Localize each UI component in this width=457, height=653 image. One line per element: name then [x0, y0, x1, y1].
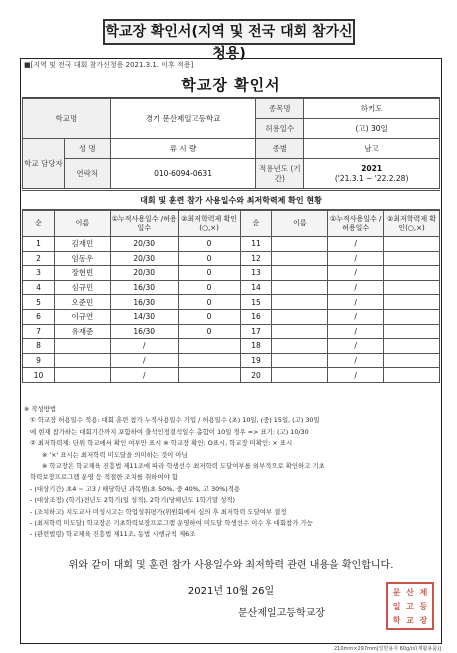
gender-value: 남고	[304, 139, 440, 159]
athlete-name: 김재민	[54, 237, 110, 252]
athlete-name	[272, 353, 328, 368]
row-num: 5	[23, 295, 55, 310]
seal-char: 고	[406, 602, 414, 611]
academic-check	[178, 353, 240, 368]
event-label: 종목명	[256, 99, 304, 119]
principal-signature: 문산제일고등학교장	[238, 608, 325, 619]
academic-check	[384, 368, 440, 383]
days-used: /	[328, 353, 384, 368]
row-num: 10	[23, 368, 55, 383]
academic-check: 0	[178, 237, 240, 252]
academic-check: 0	[178, 280, 240, 295]
school-info-table	[22, 98, 440, 189]
note-line: 학력보장프로그램 운영 등 적절한 조치를 취하여야 함	[30, 473, 179, 482]
row-num: 2	[23, 251, 55, 266]
academic-check: 0	[178, 295, 240, 310]
row-num: 1	[23, 237, 55, 252]
year-cell	[304, 159, 440, 189]
days-used: /	[328, 339, 384, 354]
academic-check	[384, 324, 440, 339]
note-line: 에 현재 참가하는 대회기간까지 포함하여 출석인정결석일수 총합이 10일 경우 => 표기: (고) 10/30	[30, 427, 309, 436]
days-used: /	[110, 368, 178, 383]
days-used: /	[328, 368, 384, 383]
note-line: - (대상조정) (학기)전년도 2학기(일 성적), 2학기(당해년도 1학기말 성적)	[30, 496, 236, 505]
period-value: ('21.3.1 ~ '22.2.28)	[334, 173, 409, 183]
days-used: /	[328, 251, 384, 266]
days-used: 16/30	[110, 280, 178, 295]
days-value: (고) 30일	[304, 119, 440, 139]
athlete-name	[272, 251, 328, 266]
academic-check	[384, 353, 440, 368]
table-row	[23, 280, 440, 295]
days-used: /	[328, 295, 384, 310]
days-used: /	[328, 266, 384, 281]
table-row	[23, 266, 440, 281]
header-academic: ②최저학력제 확인(○,×)	[178, 211, 240, 237]
days-used: /	[328, 280, 384, 295]
header-days: ①누적사용일수 /허용일수	[110, 211, 178, 237]
athlete-name: 유재준	[54, 324, 110, 339]
athlete-name	[54, 339, 110, 354]
instructions	[24, 404, 438, 541]
seal-char: 문	[392, 588, 401, 597]
header-num: 순	[23, 211, 55, 237]
athlete-grid	[22, 210, 440, 383]
row-num: 7	[23, 324, 55, 339]
academic-check	[384, 339, 440, 354]
academic-check	[384, 266, 440, 281]
row-num: 6	[23, 309, 55, 324]
contact-value: 010-6094-0631	[110, 159, 256, 189]
event-value: 하키도	[304, 99, 440, 119]
athlete-name	[272, 339, 328, 354]
table-row	[23, 353, 440, 368]
header-num: 순	[240, 211, 272, 237]
row-num: 3	[23, 266, 55, 281]
athlete-name: 오준민	[54, 295, 110, 310]
gender-label: 종별	[256, 139, 304, 159]
row-num: 13	[240, 266, 272, 281]
days-used: 14/30	[110, 309, 178, 324]
days-used: 16/30	[110, 295, 178, 310]
seal-char: 교	[406, 616, 414, 625]
seal-char: 산	[406, 588, 414, 597]
athlete-name	[54, 368, 110, 383]
name-label: 성 명	[64, 139, 110, 159]
days-used: /	[328, 237, 384, 252]
table-row	[23, 324, 440, 339]
school-seal	[386, 582, 434, 630]
note-line: ※ 학교장은 학교체육 진흥법 제11조에 따라 학생선수 최저학력 도달여부를 외부적으로 확인하고 기초	[42, 462, 325, 471]
note-line: ① 학교장 허용일수 적용: 대회 훈련 참가 누적사용일수 기입 / 허용일수 (초) 10일, (중) 15일, (고) 30일	[30, 416, 320, 425]
note-line: - (대상기간) 초4 ~ 고3 / 해당학년 과목별(초 50%, 중 40%, 고 30%)적용	[30, 484, 241, 493]
athlete-name	[272, 309, 328, 324]
athlete-name	[272, 280, 328, 295]
table-row	[23, 237, 440, 252]
row-num: 4	[23, 280, 55, 295]
academic-check	[384, 295, 440, 310]
note-line: ② 최저학력제: 단위 학교에서 확인 여부만 표시 ※ 학교장 확인: O표시, 학교장 미확인: × 표시	[30, 439, 293, 448]
days-used: /	[110, 339, 178, 354]
row-num: 11	[240, 237, 272, 252]
academic-check	[384, 280, 440, 295]
table-row	[23, 339, 440, 354]
year-value: 2021	[361, 163, 383, 173]
row-num: 16	[240, 309, 272, 324]
academic-check	[384, 251, 440, 266]
athlete-name: 임동우	[54, 251, 110, 266]
academic-check: 0	[178, 266, 240, 281]
days-used: 20/30	[110, 266, 178, 281]
athlete-name	[272, 266, 328, 281]
school-label: 학교명	[23, 99, 111, 139]
row-num: 19	[240, 353, 272, 368]
header-academic: ②최저학력제 확인(○,×)	[384, 211, 440, 237]
school-value: 경기 문산제일고등학교	[110, 99, 256, 139]
athlete-name	[272, 324, 328, 339]
days-used: 20/30	[110, 251, 178, 266]
manager-label: 학교 담당자	[23, 139, 65, 189]
days-label: 허용일수	[256, 119, 304, 139]
note-line: - (관련법령) 학교체육 진흥법 제11조, 동법 시행규칙 제6조	[30, 530, 196, 539]
seal-char: 학	[392, 616, 401, 625]
applicable-note: ■[지역 및 전국 대회 참가신청용 2021.3.1. 이후 적용]	[24, 61, 194, 69]
seal-char: 장	[419, 616, 428, 625]
seal-char: 제	[419, 588, 428, 597]
seal-char: 일	[392, 602, 401, 611]
paper-spec: 210mm×297mm[일반용지 60g/㎡(재활용품)]	[333, 646, 441, 652]
athlete-name: 심규민	[54, 280, 110, 295]
row-num: 9	[23, 353, 55, 368]
athlete-name: 이규연	[54, 309, 110, 324]
confirmation-text: 위와 같이 대회 및 훈련 참가 사용일수와 최저학력 관련 내용을 확인합니다.	[68, 560, 394, 571]
academic-check: 0	[178, 251, 240, 266]
academic-check	[384, 309, 440, 324]
row-num: 12	[240, 251, 272, 266]
row-num: 14	[240, 280, 272, 295]
days-used: 16/30	[110, 324, 178, 339]
contact-label: 연락처	[64, 159, 110, 189]
athlete-name: 장현빈	[54, 266, 110, 281]
note-line: - (조치하고) 지도교사 미성시고는 학업성취평가(위원회에서 심의 후 최저학력 도달여부 결정	[30, 507, 287, 516]
note-line: ※ '×' 표시는 최저학력 미도달을 의미하는 것이 아님	[42, 450, 188, 459]
row-num: 20	[240, 368, 272, 383]
row-num: 18	[240, 339, 272, 354]
days-used: /	[328, 309, 384, 324]
academic-check: 0	[178, 324, 240, 339]
athlete-name	[272, 295, 328, 310]
name-value: 류 시 량	[110, 139, 256, 159]
athlete-name	[272, 368, 328, 383]
row-num: 8	[23, 339, 55, 354]
header-name: 이름	[54, 211, 110, 237]
header-name: 이름	[272, 211, 328, 237]
row-num: 17	[240, 324, 272, 339]
header-days: ①누적사용일수 /허용일수	[328, 211, 384, 237]
academic-check: 0	[178, 309, 240, 324]
note-line: - (최저학력 미도달) 학교장은 기초학력보장프로그램 운영하여 미도달 학생선수 이수 후 대회참가 가능	[30, 519, 313, 528]
athlete-name	[272, 237, 328, 252]
days-used: /	[110, 353, 178, 368]
note-line: ※ 작성방법	[24, 405, 57, 413]
academic-check	[178, 339, 240, 354]
academic-check	[384, 237, 440, 252]
days-used: /	[328, 324, 384, 339]
row-num: 15	[240, 295, 272, 310]
athlete-name	[54, 353, 110, 368]
year-label: 적용년도 (기간)	[256, 159, 304, 189]
table-row	[23, 295, 440, 310]
document-header-title: 학교장 확인서(지역 및 전국 대회 참가신청용)	[103, 19, 355, 45]
table-row	[23, 309, 440, 324]
table-row	[23, 251, 440, 266]
table-row	[23, 368, 440, 383]
section-title: 대회 및 훈련 참가 사용일수와 최저학력제 확인 현황	[22, 190, 440, 210]
signature-date: 2021년 10월 26일	[187, 586, 275, 597]
form-title: 학교장 확인서	[22, 72, 440, 98]
days-used: 20/30	[110, 237, 178, 252]
seal-char: 등	[419, 602, 428, 611]
academic-check	[178, 368, 240, 383]
